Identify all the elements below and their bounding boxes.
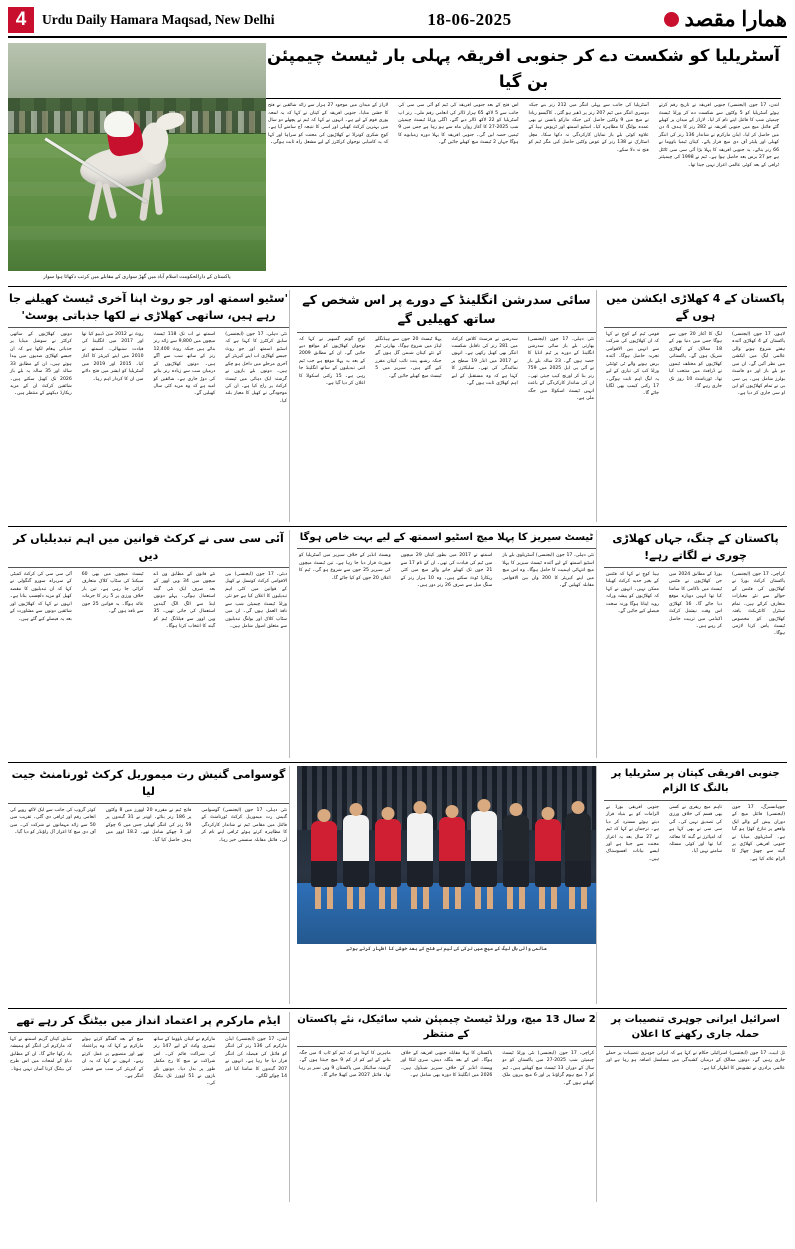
story-pak4-col-1: لاہور، 17 جون (ایجنسی) پاکستان کے 4 کھلاڑی آئندہ ہفتے شروع ہونے والی عالمی لیگ میں ایکشن میں نظر آئیں گے۔ ان میں دو بلے باز اور دو فاسٹ بولرز شامل ہیں۔ پی سی بی نے تمام کھلاڑیوں کو این او سی جاری کر دیا ہے۔: [732, 331, 785, 397]
story-sai-headline: سائی سدرشن انگلینڈ کے دورے پر اس شخص کے ساتھ کھیلیں گے: [302, 291, 591, 327]
story-israel-headline: اسرائیل ایرانی جوہری تنصیبات پر حملہ جاری رکھنے کا اعلان: [611, 1013, 780, 1041]
story-goswami-col-1: نئی دہلی، 17 جون (ایجنسی) گوسوامی گنیش رت میموریل کرکٹ ٹورنامنٹ کے فائنل میں مقامی ٹیم نے شاندار کارکردگی کا مظاہرہ کرتے ہوئے ٹرافی اپنے نام کر لی۔ فائنل مقابلہ سنسنی خیز رہا۔: [201, 807, 288, 843]
lead-photo-block: [8, 43, 266, 284]
row-2: [8, 290, 787, 522]
lead-story: [266, 43, 787, 284]
story-israel-col-1: تل ابیب، 17 جون (ایجنسی) اسرائیلی حکام نے کہا ہے کہ ایرانی جوہری تنصیبات پر حملے جاری رہیں گے۔ دونوں ممالک کے درمیان کشیدگی میں مسلسل اضافہ ہو رہا ہے اور عالمی برادری نے تشویش کا اظہار کیا ہے۔: [606, 1050, 785, 1071]
story-chung-col-2: بورڈ کے مطابق 2024 میں جن کھلاڑیوں نے فٹنس ٹیسٹ میں ناکامی کا سامنا کیا تھا انہیں دوبارہ موقع دیا جائے گا۔ 16 کھلاڑی اس وقت نیشنل کرکٹ اکیڈمی میں تربیت حاصل کر رہے ہیں۔: [669, 571, 722, 629]
story-root-col-1: نئی دہلی، 17 جون (ایجنسی) سابق کرکٹرز کا کہنا ہے کہ اسٹیو اسمتھ اور جو روٹ جیسے کھلاڑی اب اپنے کیریئر کے آخری مرحلے میں داخل ہو چکے ہیں۔ دونوں بلے بازوں نے گزشتہ ایک دہائی میں ٹیسٹ کرکٹ پر راج کیا ہے۔ ان کی موجودگی نے کھیل کا معیار بلند کیا۔: [225, 331, 287, 404]
story-sai-col-2: سدرشن نے فرسٹ کلاس کرکٹ میں 281 رنز کی ناقابل شکست اننگز بھی کھیل رکھی ہے۔ انہوں نے 2017 میں انڈر 19 سطح پر نمائندگی کی تھی۔ سلیکٹرز کا کہنا ہے کہ وہ مستقبل کے لیے اہم کھلاڑی ثابت ہوں گے۔: [451, 336, 518, 387]
story-icc-col-3: ٹیسٹ میچوں میں بھی 60 سیکنڈ کی سٹاپ کلاک متعارف کرائی جا رہی ہے۔ تین بار خلاف ورزی پر 5 رنز کا جرمانہ عائد ہوگا۔ یہ قوانین 25 جون سے نافذ ہوں گے۔: [81, 571, 144, 615]
top-section: [8, 43, 787, 284]
story-root-col-2: اسمتھ نے اب تک 118 ٹیسٹ میچوں میں 9,800 سے زائد رنز بنائے ہیں جبکہ روٹ 12,400 رنز کے ساتھ سب سے آگے ہیں۔ دونوں کھلاڑیوں کے درمیان سب سے زیادہ رنز بنانے کی دوڑ جاری ہے۔ شائقین کو امید ہے کہ وہ مزید کئی سال کھیلیں گے۔: [153, 331, 216, 397]
lead-column-2: اس فتح کے بعد جنوبی افریقہ کی ٹیم کو آئی سی سی کی جانب سے 5 لاکھ 65 ہزار ڈالر کی انعامی رقم ملی۔ رنر اپ آسٹریلیا کو 22 لاکھ ڈالر دیے گئے۔ اگلی ورلڈ ٹیسٹ چیمپئن شپ 2025-27 کا آغاز رواں ماہ سے ہو رہا ہے جس میں 9 ٹیمیں حصہ لیں گی۔ جنوبی افریقہ کا پہلا دورہ زمبابوے کا ہوگا جہاں 2 ٹیسٹ میچ کھیلے جائیں گے۔: [398, 103, 519, 146]
story-13matches-col-2: پاکستان کا پہلا مقابلہ جنوبی افریقہ کے خلاف ہوگا۔ اس کے بعد بنگلہ دیش، سری لنکا اور ویسٹ انڈیز کے خلاف سیریز شیڈول ہیں۔ 2026 میں انگلینڈ کا دورہ بھی شامل ہے۔: [400, 1050, 493, 1079]
story-goswami-ganesh: [8, 766, 290, 1004]
story-icc-col-1: دبئی، 17 جون (ایجنسی) بین الاقوامی کرکٹ کونسل نے کھیل کے قوانین میں کئی اہم تبدیلیوں کا اعلان کیا ہے جو نئی ورلڈ ٹیسٹ چیمپئن شپ سے نافذ العمل ہوں گی۔ ان میں سٹاپ کلاک اور بولنگ تبدیلیوں سے متعلق اصول شامل ہیں۔: [225, 571, 287, 629]
story-sai-col-4: کوچ گوتم گمبھیر نے کہا کہ نوجوان کھلاڑیوں کو مواقع دیے جائیں گے۔ ان کے مطابق 2009 کے بعد یہ پہلا موقع ہے جب ٹیم اتنی تبدیلیوں کے ساتھ انگلینڈ جا رہی ہے۔ 15 رکنی اسکواڈ کا اعلان کر دیا گیا ہے۔: [299, 336, 366, 387]
story-testseries-col-1: نئی دہلی، 17 جون (ایجنسی) آسٹریلوی بلے باز اسٹیو اسمتھ کے لیے آئندہ ٹیسٹ سیریز کا پہلا میچ انتہائی اہمیت کا حامل ہوگا۔ وہ اس میچ میں اپنے کیریئر کا 200 واں بین الاقوامی مقابلہ کھیلیں گے۔: [502, 553, 595, 589]
story-testseries-col-2: اسمتھ نے 2017 میں بطور کپتان 29 میچوں میں ٹیم کی قیادت کی تھی۔ ان کے نام 17 سے 21 جون تک کھیلے جانے والے میچ میں کئی ریکارڈ ٹوٹ سکتے ہیں۔ وہ 10 ہزار رنز کے سنگ میل سے صرف 26 رنز دور ہیں۔: [400, 553, 493, 589]
story-sa-allegation-col-3: جنوبی افریقی بورڈ نے الزامات کو بے بنیاد قرار دیتے ہوئے مسترد کر دیا ہے۔ ترجمان نے کہا کہ ٹیم نے 27 سال بعد یہ اعزاز محنت سے جیتا ہے اور ایسے بیانات افسوسناک ہیں۔: [606, 804, 659, 862]
story-markram-col-1: لندن، 17 جون (ایجنسی) ایڈن مارکرم کی 136 رنز کی اننگز کو فائنل کی فیصلہ کن اننگز قرار دیا جا رہا ہے۔ انہوں نے 207 گیندوں کا سامنا کیا اور 14 چوکے لگائے۔: [225, 1036, 287, 1080]
story-chung-col-1: کراچی، 17 جون (ایجنسی) پاکستان کرکٹ بورڈ نے کھلاڑیوں کی فٹنس کے حوالے سے نئے معیارات متعارف کرائے ہیں۔ تمام سنٹرل کانٹریکٹ یافتہ کھلاڑیوں کو مخصوص ٹیسٹ پاس کرنا لازمی ہوگا۔: [732, 571, 785, 637]
story-13matches-col-3: ماہرین کا کہنا ہے کہ ٹیم کو ٹاپ 4 میں جگہ بنانے کے لیے کم از کم 9 میچ جیتنا ہوں گے۔ گزشتہ سائیکل میں پاکستان 9 ویں نمبر پر رہا تھا۔ فائنل 2027 میں کھیلا جائے گا۔: [299, 1050, 391, 1079]
story-south-africa-allegation: [604, 766, 787, 1004]
volleyball-photo-block: [297, 766, 597, 1004]
story-2-years-13-matches: [297, 1012, 597, 1202]
story-root-col-3: روٹ نے 2012 میں ڈیبیو کیا تھا اور 2017 میں انگلینڈ کی قیادت سنبھالی۔ اسمتھ نے 2010 میں اپنے کیریئر کا آغاز کیا۔ 2015 اور 2019 میں آسٹریلیا کو ایشز میں فتح دلانے میں ان کا کردار اہم رہا۔: [81, 331, 144, 382]
story-icc-col-4: آئی سی سی کی کرکٹ کمیٹی کے سربراہ سورو گنگولی نے کہا کہ ان تبدیلیوں کا مقصد کھیل کو مزید دلچسپ بنانا ہے۔ انہوں نے کہا کہ کھلاڑیوں اور شائقین دونوں سے مشاورت کے بعد یہ فیصلے کیے گئے ہیں۔: [10, 571, 72, 622]
lead-column-3: آسٹریلیا کی جانب سے پہلی اننگز میں 212 رنز بنے جبکہ دوسری اننگز میں ٹیم 207 رنز پر ڈھیر ہو گئی۔ کاگیسو ربادا نے میچ میں 9 وکٹیں حاصل کیں جبکہ مارکو یانسن نے بھی عمدہ بولنگ کا مظاہرہ کیا۔ اسٹیو اسمتھ اور ٹریوس ہیڈ کے علاوہ کوئی بلے باز نمایاں کارکردگی نہ دکھا سکا۔ مچل اسٹارک نے 138 رنز کے عوض وکٹیں حاصل کیں مگر ٹیم کو فتح نہ دلا سکے۔: [528, 103, 649, 153]
story-sa-allegation-col-2: تاہم میچ ریفری نے کسی بھی قسم کی خلاف ورزی کی تصدیق نہیں کی۔ آئی سی سی نے بھی کہا ہے کہ امپائرز نے گیند کا معائنہ کیا تھا اور کوئی مسئلہ سامنے نہیں آیا۔: [669, 804, 722, 855]
story-pak4-headline: پاکستان کے 4 کھلاڑی ایکشن میں ہوں گے: [606, 291, 785, 322]
page-number: 4: [8, 7, 34, 33]
story-sai-sudharsan: [297, 290, 597, 522]
story-goswami-headline: گوسوامی گنیش رت میموریل کرکٹ ٹورنامنٹ جیت لیا: [11, 767, 286, 798]
story-pak4-col-3: قومی ٹیم کے کوچ نے کہا کہ ان کھلاڑیوں کی شرکت سے انہیں بین الاقوامی تجربہ حاصل ہوگا۔ آئندہ برس ہونے والے ٹی ٹوئنٹی ورلڈ کپ کی تیاری کے لیے یہ لیگ اہم ثابت ہوگی۔ 17 رکنی کیمپ بھی لگایا جائے گا۔: [606, 331, 659, 397]
row-4: [8, 766, 787, 1004]
row-3: [8, 530, 787, 758]
masthead-logo: [664, 9, 787, 30]
story-markram-col-4: سابق کپتان گریم اسمتھ نے کہا کہ مارکرم کی اننگز کو ہمیشہ یاد رکھا جائے گا۔ ان کے مطابق دباؤ کے لمحات میں اس طرح کی بیٹنگ کرنا آسان نہیں ہوتا۔: [10, 1036, 72, 1072]
story-root-col-4: دونوں کھلاڑیوں کے ساتھی کرکٹر نے سوشل میڈیا پر جذباتی پیغام لکھا ہے کہ ان جیسے کھلاڑی صدیوں میں پیدا ہوتے ہیں۔ ان کے مطابق 33 سالہ اور 35 سالہ یہ بلے باز 2026 تک کھیل سکتے ہیں۔ شائقین کرکٹ ان کے مزید ریکارڈ دیکھنے کے منتظر ہیں۔: [10, 331, 72, 397]
rider-figure: [104, 111, 148, 163]
story-sa-allegation-col-1: جوہانسبرگ، 17 جون (ایجنسی) فائنل میچ کے دوران پیش آنے والے ایک واقعے پر تنازع کھڑا ہو گیا ہے۔ آسٹریلوی میڈیا نے جنوبی افریقی کھلاڑی پر گیند سے چھیڑ چھاڑ کا الزام عائد کیا ہے۔: [732, 804, 785, 862]
volleyball-team-photo: [297, 766, 596, 944]
story-pak4-col-2: لیگ کا آغاز 20 جون سے ہوگا جس میں دنیا بھر کے 18 ممالک کے کھلاڑی شریک ہوں گے۔ پاکستانی کھلاڑیوں کو مختلف ٹیموں نے ڈرافٹ میں منتخب کیا تھا۔ ٹورنامنٹ 10 روز تک جاری رہے گا۔: [669, 331, 723, 389]
masthead: [8, 6, 787, 38]
story-13matches-col-1: کراچی، 17 جون (ایجنسی) نئی ورلڈ ٹیسٹ چیمپئن شپ 2025-27 میں پاکستان کو دو سال کے دوران 13 ٹیسٹ میچ کھیلنے ہیں۔ ٹیم کو 7 میچ ہوم گراؤنڈ پر اور 6 میچ بیرون ملک کھیلنے ہوں گے۔: [502, 1050, 595, 1086]
paper-name: Urdu Daily Hamara Maqsad, New Delhi: [42, 11, 275, 27]
horse-figure: [70, 107, 190, 227]
lead-column-4: لندن، 17 جون (ایجنسی) جنوبی افریقہ نے تاریخ رقم کرتے ہوئے آسٹریلیا کو 5 وکٹوں سے شکست دے کر ورلڈ ٹیسٹ چیمپئن شپ کا فائنل اپنے نام کر لیا۔ لارڈز کے میدان پر کھیلے گئے فائنل میچ میں جنوبی افریقہ نے 282 رنز کا ہدف 4 دن میں حاصل کر لیا۔ ایڈن مارکرم نے شاندار 136 رنز کی اننگز کھیلی اور پلیئر آف دی میچ قرار پائے۔ کپتان ٹیمبا باووما نے 66 رنز بنائے۔ یہ جنوبی افریقہ کا پہلا بڑا آئی سی سی ٹائٹل ہے جو 27 برس بعد حاصل ہوا ہے۔ ٹیم نے 1998 کی چیمپئنز ٹرافی کے بعد کوئی عالمی اعزاز نہیں جیتا تھا۔: [658, 103, 780, 168]
story-goswami-col-3: کوثر گروپ کی جانب سے ایک لاکھ روپے کی انعامی رقم اور ٹرافی دی گئی۔ تقریب میں 50 سے زائد مہمانوں نے شرکت کی۔ مین آف دی میچ کا اعزاز آل راؤنڈر کو دیا گیا۔: [10, 807, 96, 836]
lead-headline: آسٹریلیا کو شکست دے کر جنوبی افریقہ پہلی بار ٹیسٹ چیمپئن بن گیا: [267, 46, 780, 91]
story-chung-col-3: ہیڈ کوچ نے کہا کہ فٹنس کے بغیر جدید کرکٹ کھیلنا ممکن نہیں۔ انہوں نے کہا کہ کھلاڑیوں کو پیشہ ورانہ رویہ اپنانا ہوگا ورنہ سخت فیصلے کیے جائیں گے۔: [606, 571, 659, 615]
horse-rider-photo: [8, 43, 266, 271]
story-adam-markram: [8, 1012, 290, 1202]
publication-date: 18-06-2025: [427, 9, 512, 29]
story-sai-col-3: پہلا ٹیسٹ 20 جون سے ہیڈنگلے لیڈز میں شروع ہوگا۔ بھارتی ٹیم کے نئے کپتان شبمن گل ہوں گے جبکہ رشبھ پنت نائب کپتان مقرر کیے گئے ہیں۔ سیریز میں 5 ٹیسٹ میچ کھیلے جائیں گے۔: [375, 336, 442, 379]
story-sai-col-1: نئی دہلی، 17 جون (ایجنسی) بھارتی بلے باز سائی سدرشن انگلینڈ کے دورے پر ٹیم انڈیا کا حصہ ہوں گے۔ 23 سالہ بلے باز نے آئی پی ایل 2025 میں 759 رنز بنا کر اورنج کیپ جیتی تھی۔ ان کی شاندار کارکردگی کے باعث انہیں ٹیسٹ اسکواڈ میں جگہ ملی ہے۔: [527, 336, 594, 402]
story-icc-laws: [8, 530, 290, 758]
story-testseries-col-3: ویسٹ انڈیز کے خلاف سیریز میں آسٹریلیا کو فیورٹ قرار دیا جا رہا ہے۔ تین ٹیسٹ میچوں کی سیریز 25 جون سے شروع ہو گی۔ ٹیم کا اعلان 20 جون کو کیا جائے گا۔: [299, 553, 391, 581]
row-5: [8, 1012, 787, 1202]
story-pakistan-4-players: [604, 290, 787, 522]
story-root-headline: 'سٹیو اسمتھ اور جو روٹ اپنا آخری ٹیسٹ کھیلنے جا رہے ہیں، ساتھی کھلاڑی نے لکھا جذباتی پوسٹ': [9, 291, 288, 322]
lead-photo-caption: پاکستان کے دارالحکومت اسلام آباد میں گھڑ سواری کے مقابلے میں کرتب دکھاتا ہوا سوار: [43, 274, 231, 280]
story-goswami-col-2: فاتح ٹیم نے مقررہ 20 اوورز میں 8 وکٹوں پر 186 رنز بنائے۔ اوپنر نے 31 گیندوں پر 59 رنز کی اننگز کھیلی جس میں 6 چوکے اور 3 چھکے شامل تھے۔ 18.2 اوور میں ہدف حاصل کیا گیا۔: [105, 807, 192, 843]
story-testseries-headline: ٹیسٹ سیریز کا پہلا میچ اسٹیو اسمتھ کے لیے بہت خاص ہوگا: [299, 531, 594, 543]
story-icc-col-2: نئے قانون کے مطابق ون ڈے میچوں میں 34 ویں اوور کے بعد صرف ایک نئی گیند استعمال ہوگی۔ پہلے دونوں اینڈ سے الگ الگ گیندیں استعمال کی جاتی تھیں۔ 35 ویں اوور سے فیلڈنگ ٹیم کو گیند کا انتخاب کرنا ہوگا۔: [153, 571, 216, 629]
volleyball-photo-caption: عالمی والی بال لیگ کے میچ میں ترکی کی ٹیم نے فتح کے بعد خوشی کا اظہار کرتے ہوئے: [346, 945, 547, 952]
story-root-final-test: [8, 290, 290, 522]
logo-text: همارا مقصد: [684, 8, 787, 31]
story-sa-allegation-headline: جنوبی افریقی کپتان پر سٹریلیا پر بالنگ کا الزام: [611, 767, 780, 795]
story-markram-headline: ایڈم مارکرم پر اعتماد انداز میں بیٹنگ کر رہے تھے: [16, 1013, 281, 1027]
story-pakistan-chung: [604, 530, 787, 758]
lead-column-1: لارڈز کے میدان میں موجود 27 ہزار سے زائد شائقین نے فتح کا جشن منایا۔ جنوبی افریقہ کے کپتان نے کہا کہ یہ لمحہ پوری قوم کے لیے ہے۔ انہوں نے کہا کہ ٹیم نے پچھلے دو سال میں بہترین کرکٹ کھیلی اور اسی کا نتیجہ آج سامنے آیا ہے۔ کوچ شکری کونراڈ نے کھلاڑیوں کی محنت کو سراہا اور کہا کہ یہ کامیابی نوجوان کرکٹرز کے لیے مشعل راہ ثابت ہوگی۔: [268, 103, 389, 146]
logo-mark-icon: [664, 12, 679, 27]
story-markram-col-2: مارکرم نے کپتان باووما کے ساتھ تیسری وکٹ کے لیے 147 رنز کی شراکت قائم کی۔ اس شراکت نے میچ کا رخ مکمل طور پر بدل دیا۔ دونوں بلے بازوں نے 51 اوورز تک بیٹنگ کی۔: [153, 1036, 216, 1087]
story-13matches-headline: 2 سال 13 میچ، ورلڈ ٹیسٹ چیمپئن شپ سائیکل، نئے پاکستان کے منتظر: [297, 1013, 596, 1041]
story-markram-col-3: میچ کے بعد گفتگو کرتے ہوئے مارکرم نے کہا کہ وہ پراعتماد تھے اور منصوبے پر عمل کرتے رہے۔ انہوں نے کہا کہ یہ ان کے کیریئر کی سب سے قیمتی اننگز ہے۔: [81, 1036, 144, 1080]
story-test-series-first-match: [297, 530, 597, 758]
story-israel-iran: [604, 1012, 787, 1202]
story-icc-headline: آئی سی سی نے کرکٹ قوانین میں اہم تبدیلیاں کر دیں: [13, 531, 284, 562]
lead-columns: [266, 102, 781, 169]
story-chung-headline: پاکستان کے چنگ، جہاں کھلاڑی چوری نے لگاتے رہے!: [612, 531, 779, 562]
